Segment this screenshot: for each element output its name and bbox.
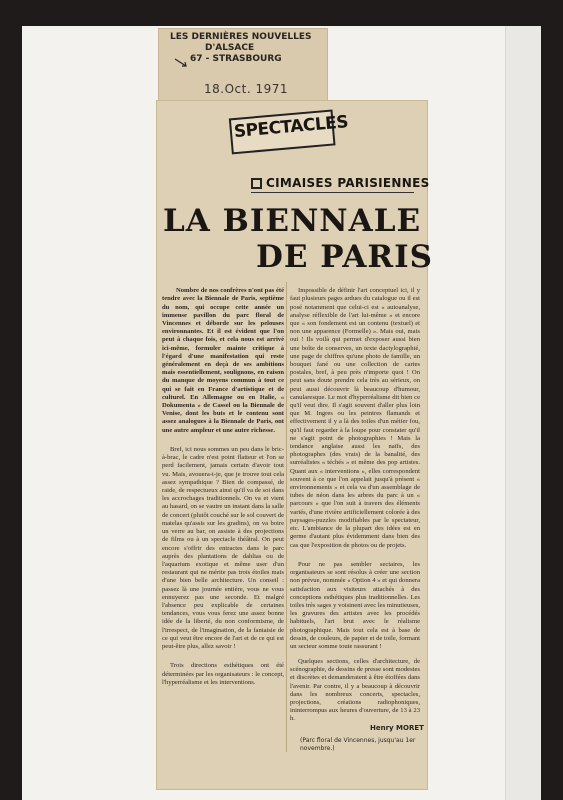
source-newspaper-name: LES DERNIÈRES NOUVELLES xyxy=(170,32,312,42)
rubric-label: CIMAISES PARISIENNES xyxy=(266,176,430,190)
article-lede: Nombre de nos confrères n'ont pas été tendre avec la Biennale de Paris, septième du nom, qui occupe cette année un immense pavillon du parc floral de Vincennes et déborde sur les pelouses environnantes. Et il est évident que l'on peut à chaque fois, et cela nous est arrivé ici-même, formuler mainte critique à l'égard d'une manifestation qui reste généralement en deçà de ses ambitions mais essentiellement, soulignons, en raison du manque de moyens commun à tout ce qui se fait en France d'artistique et de culturel. En Allemagne ou en Italie, « Dokumenta » de Cassel ou la Biennale de Venise, dont les buts et le contenu sont assez analogues à la Biennale de Paris, ont une autre ampleur et une autre richesse. xyxy=(162,287,284,434)
source-newspaper-region: D'ALSACE xyxy=(205,43,255,53)
column-divider xyxy=(286,282,287,752)
headline-line-1: LA BIENNALE xyxy=(163,203,422,239)
article-paragraph: Bref, ici nous sommes un peu dans le bric-à-brac, le cadre n'est point flatteur et l'on se perd facilement, jamais certain d'avoir tout vu. Mais, avouera-t-je, que je trouve tout cela assez sympathique ? Bien de compassé, de raide, de respectueux ainsi qu'il va de soi dans les accrochages traditionnels. On va et vient au hasard, on se vautre un instant dans la salle de concert (plutôt couché sur le sol couvert de matelas qu'assis sur les gradins), on va boire un verre au bar, on assiste à des projections de films ou à un spectacle théâtral. On peut encore s'offrir des entractes dans le parc auprès des plantations de dahlias ou de l'aquarium exotique et même user d'un restaurant qui ne mérite pas trois étoiles mais d'une bien belle architecture. Un conseil : passez là une journée entière, vous ne vous ennuyerez pas une seconde. Et malgré l'absence peu explicable de certaines tendances, vous vous ferez une assez bonne idée de la liberté, du non conformisme, de l'irrespect, de l'imagination, de la fantaisie de ce qui veut être encore de l'art et de ce qui est peut-être plus, allez savoir ! xyxy=(162,446,284,650)
venue-caption: (Parc floral de Vincennes, jusqu'au 1er novembre.) xyxy=(300,737,416,752)
section-banner-label: SPECTACLES xyxy=(233,112,349,143)
article-column-right-tail xyxy=(290,658,420,722)
sheet-edge xyxy=(505,26,541,800)
source-city: 67 - STRASBOURG xyxy=(190,54,282,64)
article-column-left xyxy=(162,279,284,744)
rubric xyxy=(251,176,430,190)
article-paragraph: Trois directions esthétiques ont été déterminées par les organisateurs : le concept, l'hyperréalisme et les interventions. xyxy=(162,662,284,686)
headline-line-2: DE PARIS xyxy=(256,239,434,275)
article-paragraph: Pour ne pas sembler sectaires, les organisateurs se sont résolus à créer une section non prévue, nommée « Option 4 » et qui donnera satisfaction aux visiteurs attachés à des conceptions esthétiques plus traditionnelles. Les toiles très sages y voisinent avec les minutieuses, les gravures des artistes avec les procédés habituels, l'art brut avec le réalisme photographique. Mais tout cela est à base de dessin, de couleurs, de papier et de toile, formant un secteur somme toute rassurant ! xyxy=(290,560,420,650)
article-paragraph: Quelques sections, celles d'architecture, de scénographie, de dessins de presse sont modestes et discrètes et demanderaient à être étoffées dans l'avenir. Par contre, il y a beaucoup à découvrir dans les nombreux concerts, spectacles, projections, créations radiophoniques, ininterrompus aux heures d'ouverture, de 13 à 23 h. xyxy=(290,658,420,722)
author-signature: Henry MORET xyxy=(370,724,424,732)
date-stamp: 18.Oct. 1971 xyxy=(204,82,288,96)
rubric-square-icon xyxy=(251,178,262,189)
handwritten-arrow-icon xyxy=(174,58,188,68)
rubric-underline xyxy=(251,192,414,193)
article-paragraph: Impossible de définir l'art conceptuel ici, il y faut plusieurs pages ardues du catalogue ou il est posé notamment que celui-ci est « autoanalyse, analyse réflexible de l'art lui-même » et encore que « son fondement est un contenu (textuel) et non une apparence (Formelle) ». Mais oui, mais oui ! Ils voilà qui permet d'exposer aussi bien une boîte de conserves, un texte dactylographié, une page de chiffres qu'une photo de famille, un bouquet fané ou une collection de cartes postales, bref, à peu près n'importe quoi ! On peut sans doute prendre cela très au sérieux, on peut aussi découvrir là beaucoup d'humour, canularesque. Le mot d'hyperréalisme dit bien ce qu'il veut dire. Il s'agit souvent d'aller plus loin que M. Ingres ou les peintres flamands et effectivement il y a là des toiles d'un métier fou, qu'il faut regarder à la loupe pour constater qu'il ne s'agit point de photographies ! Mais la tendance anglaise aussi les naïfs, des photographes (des vrais) de la banalité, des surréalistes « téchés » et même des pop artistes. Quant aux « interventions », elles correspondent souvent à ce que l'on appelait jusqu'à présent « environnements » et cela va d'un assemblage de tubes de néon dans les arbres du parc à un « parcours » que l'on suit à travers des éléments variés, d'une rivière artificiellement colorée à des paysages-puzzles modifiables par le spectateur, etc. L'ambiance de la plupart des idées est en germe d'autant plus évidemment dans bien des cas que l'exposition de photos ou de projets. xyxy=(290,287,420,549)
article-column-right xyxy=(290,279,420,654)
